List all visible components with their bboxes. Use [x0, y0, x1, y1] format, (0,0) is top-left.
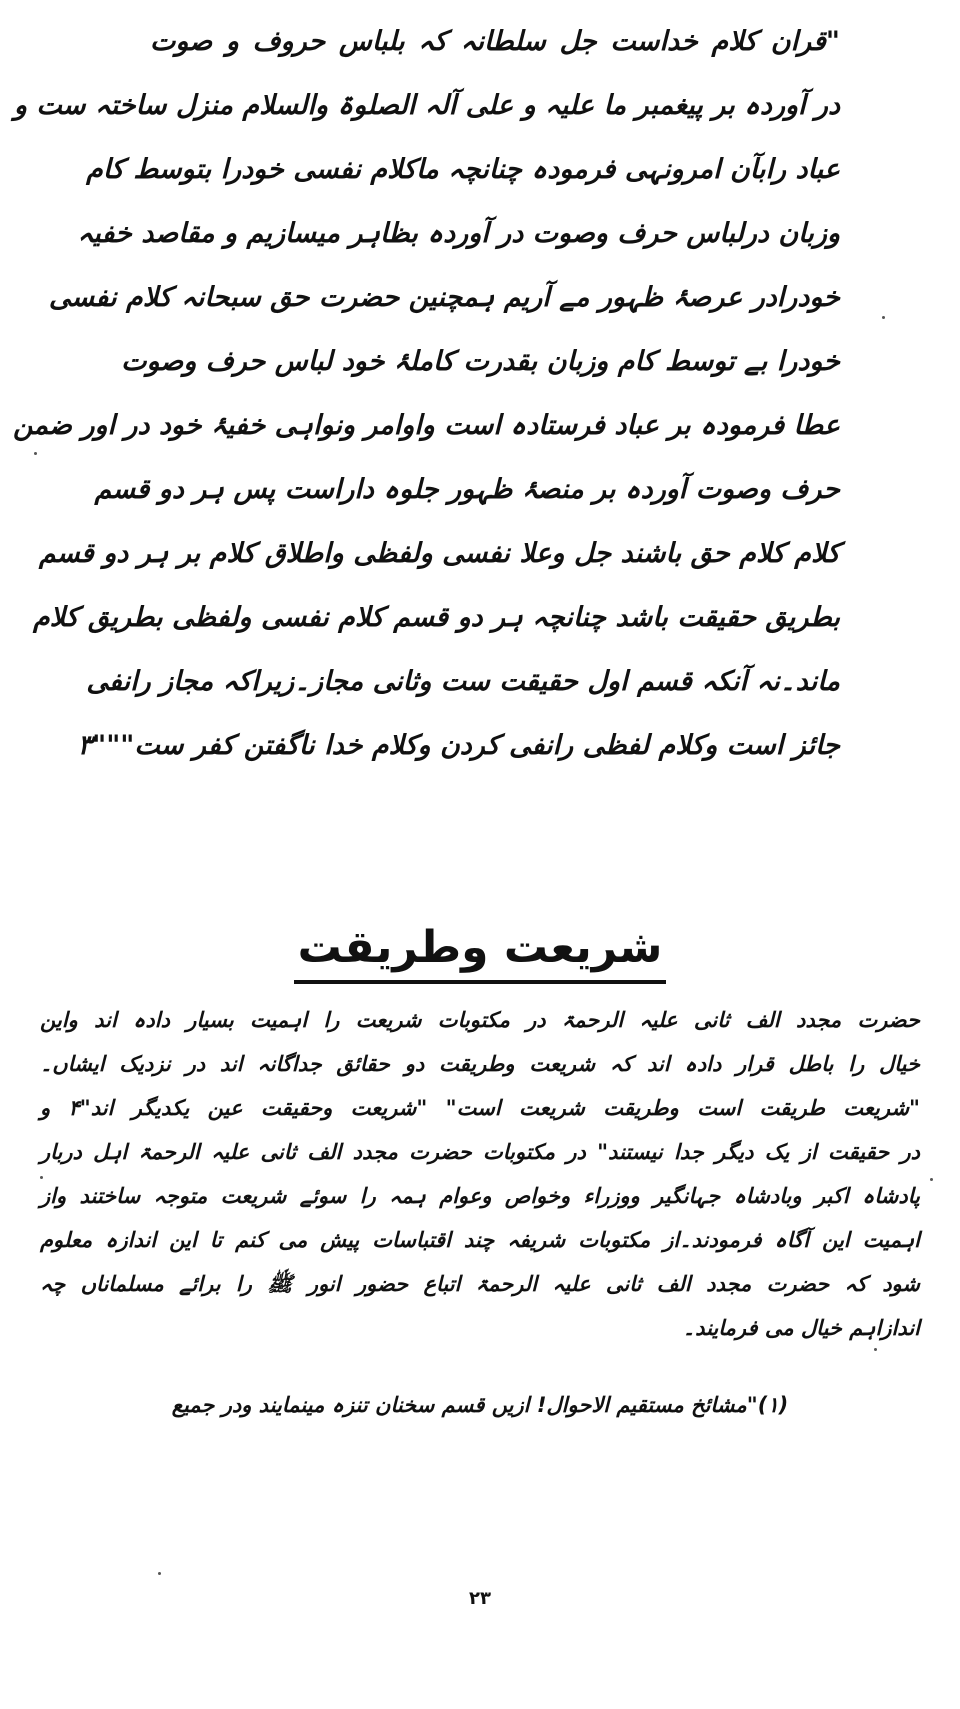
body-line: پادشاہ اکبر وبادشاہ جہانگیر ووزراء وخواص وعوام ہمہ را سوئے شریعت متوجہ ساختند واز	[40, 1184, 920, 1208]
quote-line: بطریق حقیقت باشد چنانچہ ہر دو قسم کلام نفسی ولفظی بطریق کلام	[32, 602, 840, 633]
body-line: خیال را باطل قرار دادہ اند کہ شریعت وطریقت دو حقائق جداگانہ اند در نزدیک ایشاں۔	[40, 1052, 920, 1076]
body-line: اہمیت این آگاہ فرمودند۔از مکتوبات شریفہ چند اقتباسات پیش می کنم تا این اندازہ معلوم	[40, 1228, 920, 1252]
scan-speck	[930, 1178, 933, 1181]
quote-line: عباد رابآن امرونہی فرمودہ چنانچہ ماکلام نفسی خودرا بتوسط کام	[86, 154, 840, 185]
scan-speck	[874, 1348, 877, 1351]
numbered-quote-item: (۱)"مشائخ مستقیم الاحوال! ازیں قسم سخنان تنزہ مینمایند ودر جمیع	[171, 1393, 789, 1417]
quote-line: ماند۔نہ آنکہ قسم اول حقیقت ست وثانی مجاز۔زیراکہ مجاز رانفی	[86, 666, 840, 697]
body-line: حضرت مجدد الف ثانی علیہ الرحمۃ در مکتوبات شریعت را اہمیت بسیار دادہ اند واین	[40, 1008, 920, 1032]
page-number: ۲۳	[469, 1588, 491, 1609]
quote-line: کلام کلام حق باشند جل وعلا نفسی ولفظی واطلاق کلام بر ہر دو قسم	[38, 538, 840, 569]
body-paragraph	[40, 998, 920, 1350]
body-line: شود کہ حضرت مجدد الف ثانی علیہ الرحمۃ اتباع حضور انور ﷺ را برائے مسلماناں چہ	[40, 1272, 920, 1296]
body-line: اندازاہم خیال می فرمایند۔	[682, 1316, 920, 1340]
quote-line: در آوردہ بر پیغمبر ما علیہ و علی آلہ الصلوۃ والسلام منزل ساختہ ست و	[13, 90, 840, 121]
body-line: در حقیقت از یک دیگر جدا نیستند" در مکتوبات حضرت مجدد الف ثانی علیہ الرحمۃ اہل دربار	[40, 1140, 920, 1164]
quote-line: حرف وصوت آوردہ بر منصۂ ظہور جلوہ داراست پس ہر دو قسم	[94, 474, 840, 505]
quotation-block	[12, 10, 840, 778]
quote-line: جائز است وکلام لفظی رانفی کردن وکلام خدا ناگفتن کفر ست"""۳	[77, 730, 840, 761]
body-line: "شریعت طریقت است وطریقت شریعت است" "شریعت وحقیقت عین یکدیگر اند"۴ و	[40, 1096, 920, 1120]
quote-line: خودرا بے توسط کام وزبان بقدرت کاملۂ خود لباس حرف وصوت	[121, 346, 840, 377]
section-heading-text: شریعت وطریقت	[294, 918, 667, 984]
quote-line: خودرادر عرصۂ ظہور مے آریم ہمچنین حضرت حق سبحانہ کلام نفسی	[48, 282, 840, 313]
quote-line: عطا فرمودہ بر عباد فرستادہ است واوامر ونواہی خفیۂ خود در اور ضمن	[12, 410, 840, 441]
scan-speck	[40, 1176, 43, 1179]
section-heading	[0, 918, 960, 984]
scan-speck	[158, 1572, 161, 1575]
scan-speck	[34, 452, 37, 455]
quote-line: وزبان درلباس حرف وصوت در آوردہ بظاہر میسازیم و مقاصد خفیہ	[77, 218, 840, 249]
quote-line: "قران کلام خداست جل سلطانہ کہ بلباس حروف و صوت	[150, 26, 840, 57]
scan-speck	[882, 316, 885, 319]
